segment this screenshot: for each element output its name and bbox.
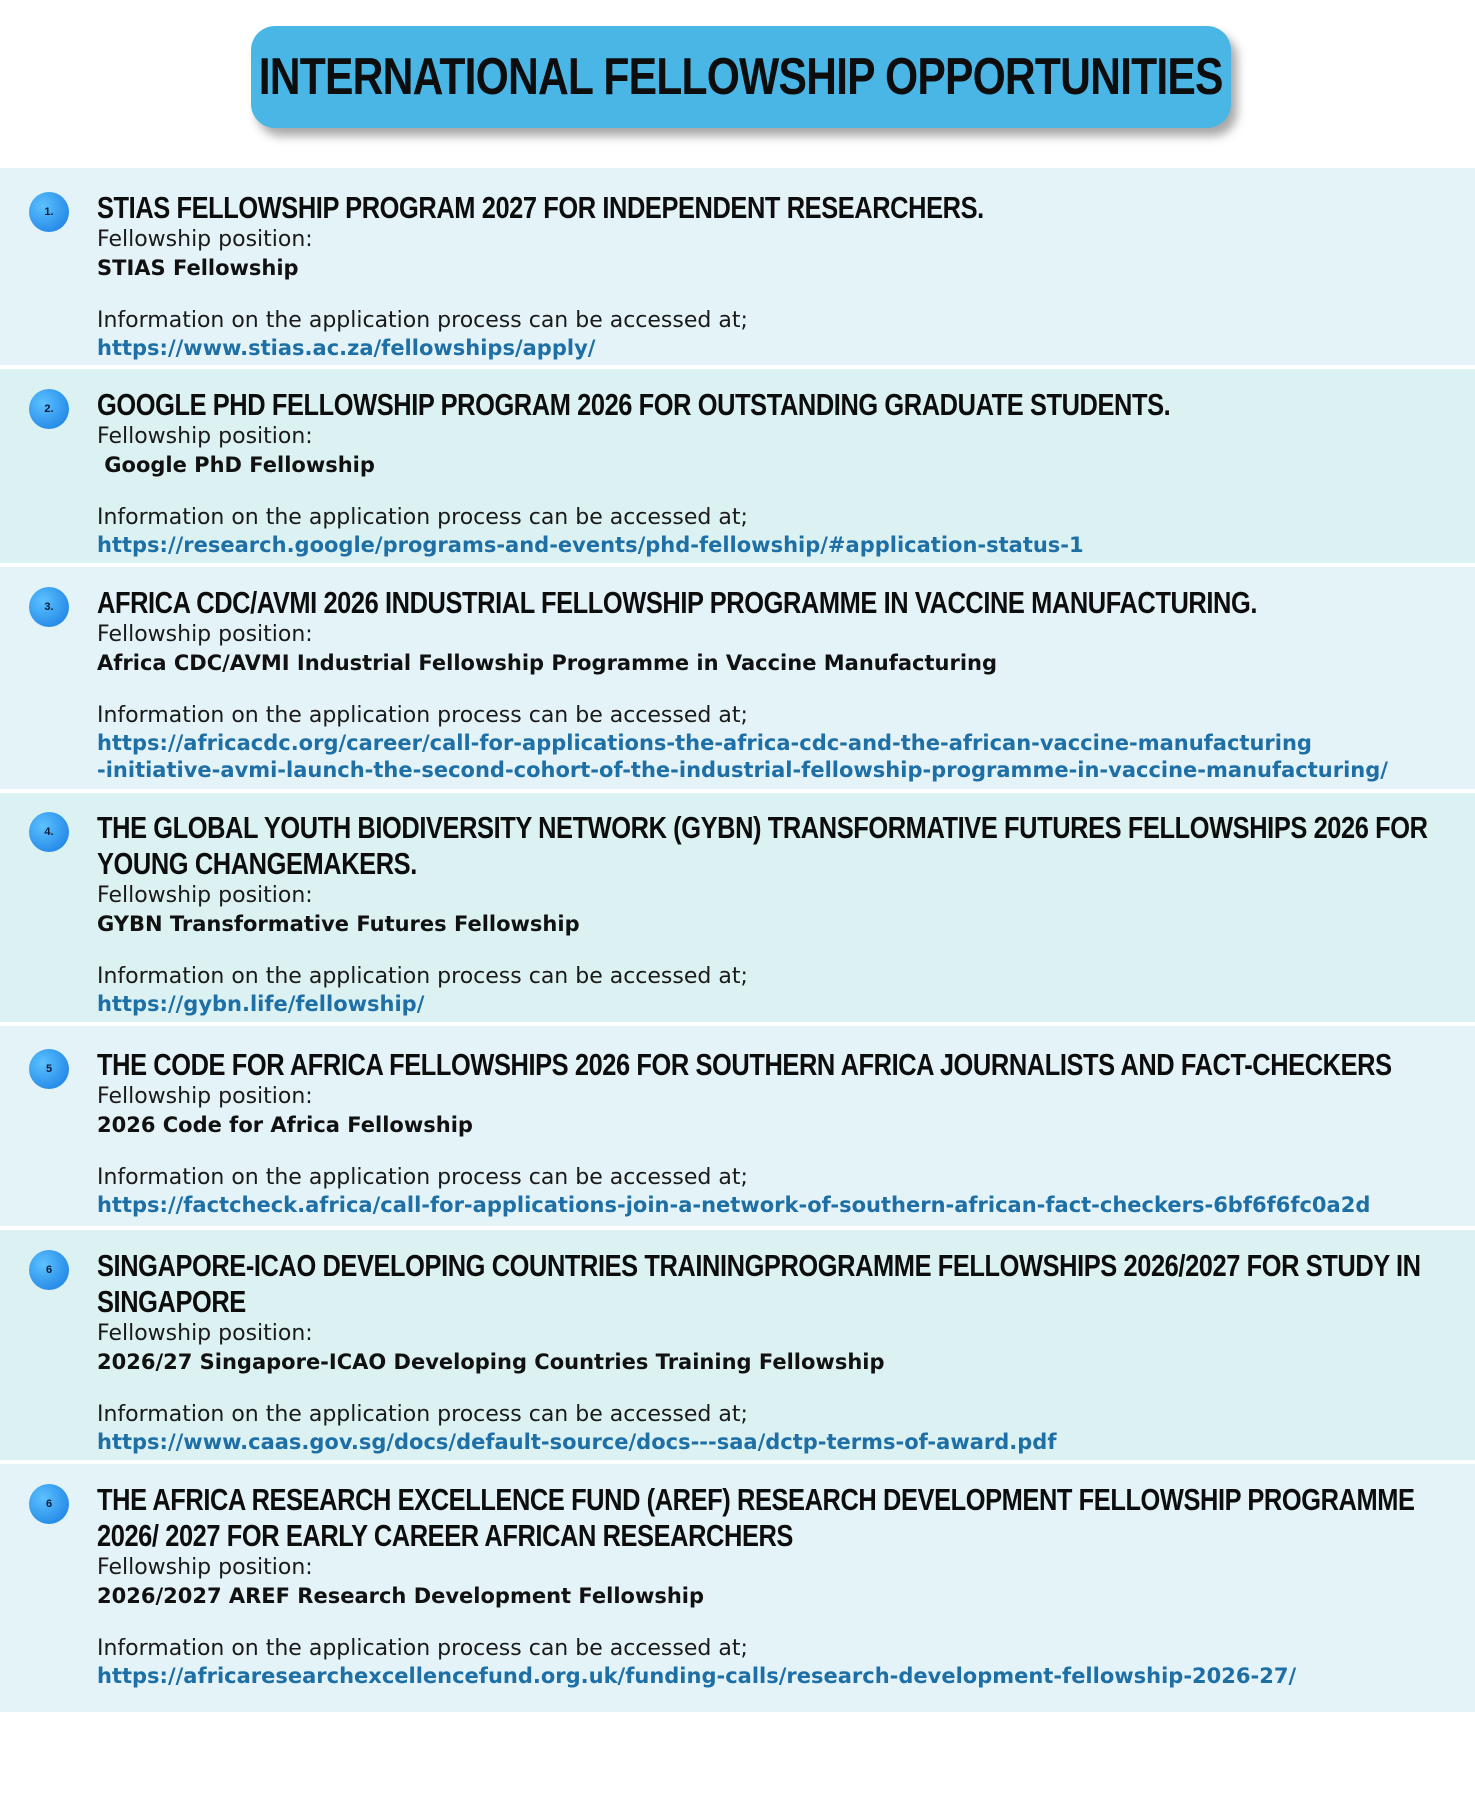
fellowship-entry [0, 567, 1475, 789]
position-value: 2026/2027 AREF Research Development Fellowship [97, 1584, 705, 1608]
position-value: STIAS Fellowship [97, 256, 299, 280]
page-title: INTERNATIONAL FELLOWSHIP OPPORTUNITIES [259, 48, 1223, 106]
entry-title: STIAS FELLOWSHIP PROGRAM 2027 FOR INDEPENDENT RESEARCHERS. [97, 190, 984, 225]
entry-title: THE CODE FOR AFRICA FELLOWSHIPS 2026 FOR SOUTHERN AFRICA JOURNALISTS AND FACT-CHECKERS [97, 1047, 1392, 1082]
position-value: GYBN Transformative Futures Fellowship [97, 912, 580, 936]
application-link[interactable]: https://factcheck.africa/call-for-applications-join-a-network-of-southern-african-fact-checkers-6bf6f6fc0a2d [97, 1193, 1371, 1217]
info-label: Information on the application process can be accessed at; [97, 703, 748, 728]
info-label: Information on the application process can be accessed at; [97, 1636, 748, 1661]
info-label: Information on the application process can be accessed at; [97, 505, 748, 530]
number-badge: 1. [29, 192, 69, 232]
entry-title: AFRICA CDC/AVMI 2026 INDUSTRIAL FELLOWSHIP PROGRAMME IN VACCINE MANUFACTURING. [97, 585, 1257, 620]
fellowship-entry [0, 1026, 1475, 1226]
fellowship-entry [0, 1230, 1475, 1460]
fellowship-entry [0, 793, 1475, 1022]
position-value: Africa CDC/AVMI Industrial Fellowship Programme in Vaccine Manufacturing [97, 651, 998, 675]
application-link-continued[interactable]: -initiative-avmi-launch-the-second-cohort-of-the-industrial-fellowship-programme-in-vaccine-manufacturing/ [97, 758, 1388, 782]
number-badge: 4. [29, 812, 69, 852]
position-label: Fellowship position: [97, 883, 313, 908]
number-badge: 5 [29, 1049, 69, 1089]
application-link[interactable]: https://africacdc.org/career/call-for-applications-the-africa-cdc-and-the-african-vaccine-manufacturing [97, 731, 1312, 755]
number-badge: 3. [29, 587, 69, 627]
application-link[interactable]: https://www.stias.ac.za/fellowships/apply/ [97, 336, 596, 360]
title-banner [251, 26, 1231, 128]
info-label: Information on the application process can be accessed at; [97, 1165, 748, 1190]
entry-title: THE AFRICA RESEARCH EXCELLENCE FUND (AREF) RESEARCH DEVELOPMENT FELLOWSHIP PROGRAMME 2026/ 2027 FOR EARLY CAREER AFRICAN RESEARCHERS [97, 1482, 1415, 1553]
entry-title: SINGAPORE-ICAO DEVELOPING COUNTRIES TRAININGPROGRAMME FELLOWSHIPS 2026/2027 FOR STUDY IN SINGAPORE [97, 1248, 1421, 1319]
position-label: Fellowship position: [97, 1321, 313, 1346]
position-label: Fellowship position: [97, 1084, 313, 1109]
application-link[interactable]: https://www.caas.gov.sg/docs/default-source/docs---saa/dctp-terms-of-award.pdf [97, 1430, 1057, 1454]
number-badge: 6 [29, 1250, 69, 1290]
number-badge: 6 [29, 1484, 69, 1524]
position-label: Fellowship position: [97, 424, 313, 449]
number-badge: 2. [29, 389, 69, 429]
application-link[interactable]: https://gybn.life/fellowship/ [97, 992, 425, 1016]
header [0, 0, 1475, 168]
application-link[interactable]: https://africaresearchexcellencefund.org.uk/funding-calls/research-development-fellowship-2026-27/ [97, 1664, 1297, 1688]
position-value: 2026/27 Singapore-ICAO Developing Countries Training Fellowship [97, 1350, 885, 1374]
position-label: Fellowship position: [97, 1555, 313, 1580]
position-label: Fellowship position: [97, 227, 313, 252]
fellowship-entry [0, 369, 1475, 563]
entry-title: THE GLOBAL YOUTH BIODIVERSITY NETWORK (GYBN) TRANSFORMATIVE FUTURES FELLOWSHIPS 2026 FOR YOUNG CHANGEMAKERS. [97, 810, 1428, 881]
fellowship-list [0, 168, 1475, 1716]
position-value: Google PhD Fellowship [97, 453, 375, 477]
entry-title: GOOGLE PHD FELLOWSHIP PROGRAM 2026 FOR OUTSTANDING GRADUATE STUDENTS. [97, 387, 1171, 422]
position-label: Fellowship position: [97, 622, 313, 647]
info-label: Information on the application process can be accessed at; [97, 308, 748, 333]
info-label: Information on the application process can be accessed at; [97, 964, 748, 989]
application-link[interactable]: https://research.google/programs-and-events/phd-fellowship/#application-status-1 [97, 533, 1084, 557]
info-label: Information on the application process can be accessed at; [97, 1402, 748, 1427]
fellowship-entry [0, 1464, 1475, 1712]
position-value: 2026 Code for Africa Fellowship [97, 1113, 473, 1137]
fellowship-entry [0, 168, 1475, 365]
